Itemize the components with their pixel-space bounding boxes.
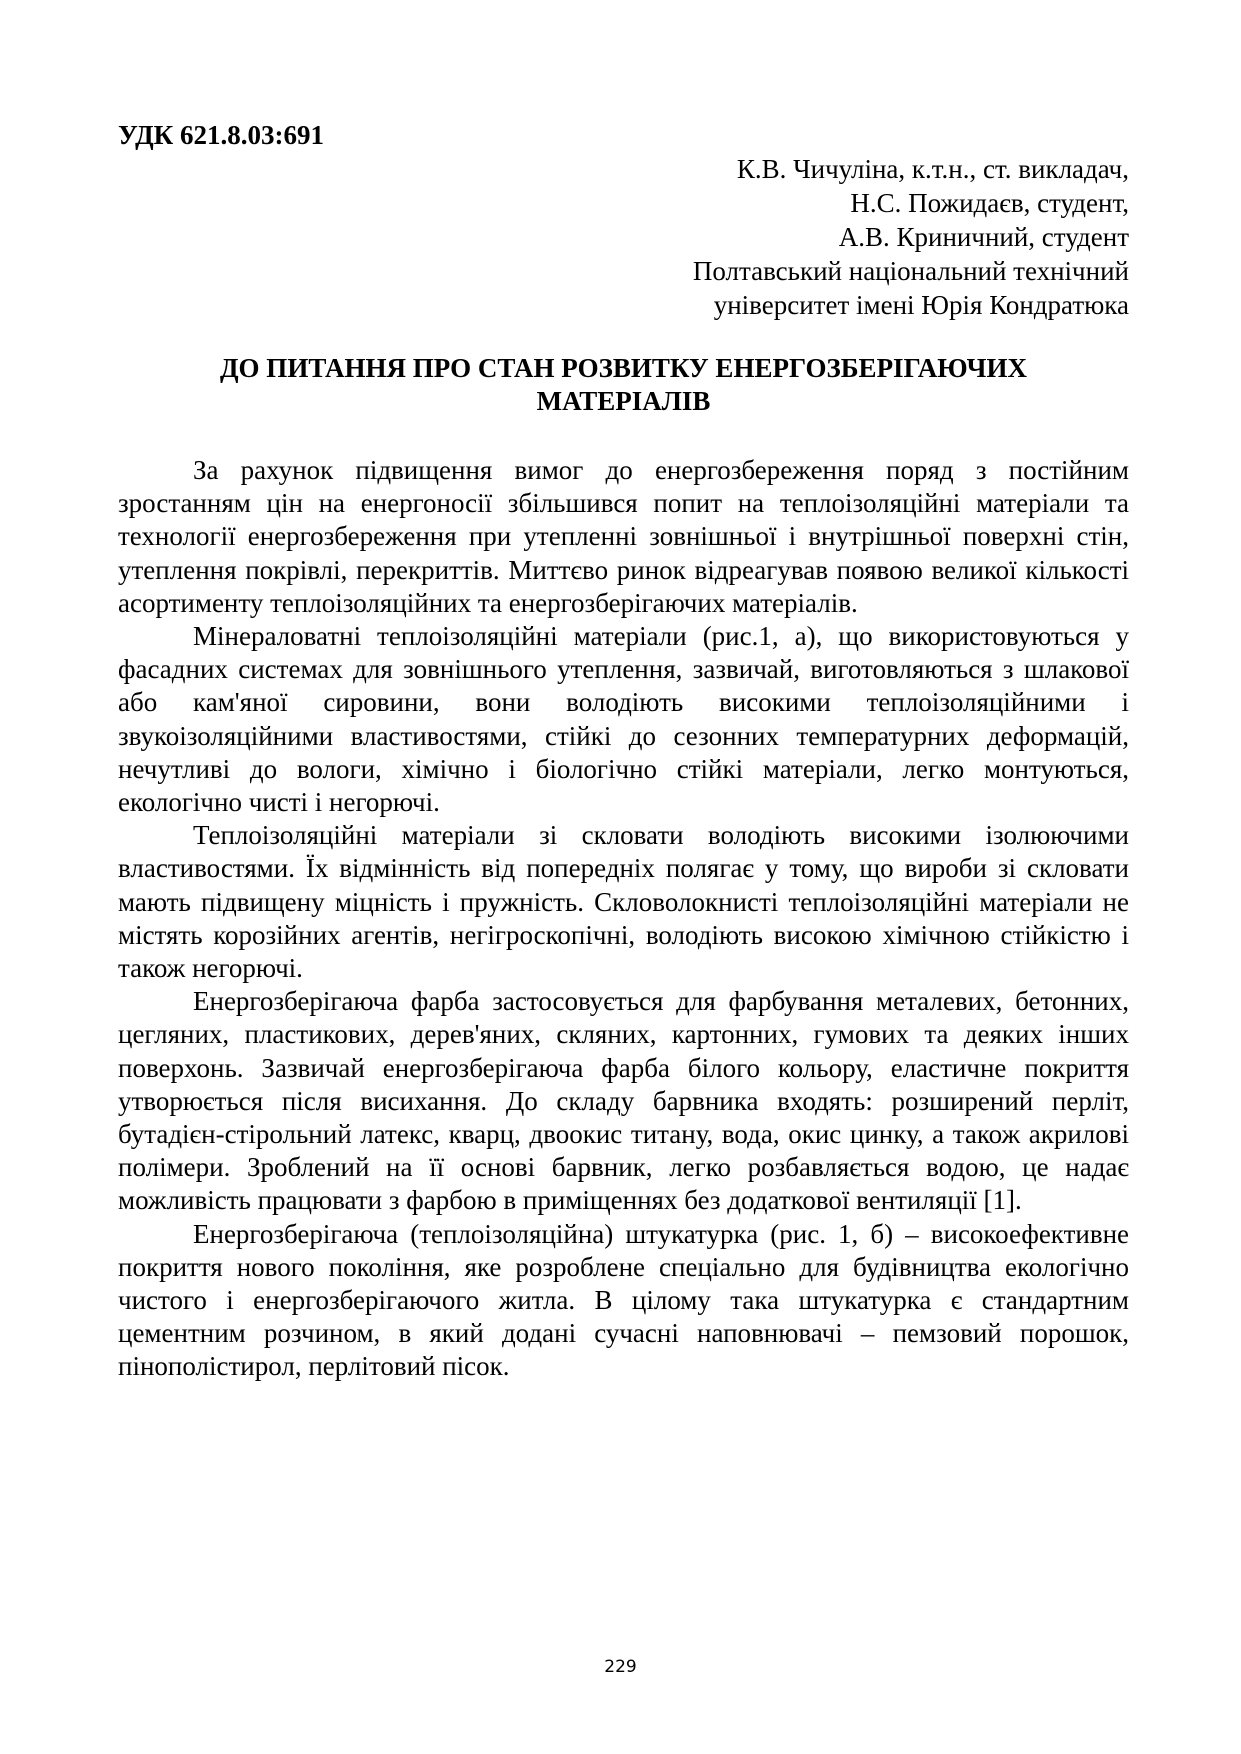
affiliation-line: Полтавський національний технічний [692,256,1129,286]
affiliation-line: університет імені Юрія Кондратюка [713,290,1129,320]
author-line: К.В. Чичуліна, к.т.н., ст. викладач, [736,154,1129,184]
author-line: Н.С. Пожидаєв, студент, [850,188,1129,218]
author-block [693,152,1129,322]
author-line: А.В. Криничний, студент [838,222,1129,252]
paragraph: За рахунок підвищення вимог до енергозбереження поряд з постійним зростанням цін на енергоносії збільшився попит на теплоізоляційні матеріали та технології енергозбереження при утепленні зовнішньої і внутрішньої поверхні стін, утеплення покрівлі, перекриттів. Миттєво ринок відреагував появою великої кількості асортименту теплоізоляційних та енергозберігаючих матеріалів. [118,455,1129,618]
paragraph: Теплоізоляційні матеріали зі скловати володіють високими ізолюючими властивостями. Їх відмінність від попередніх полягає у тому, що вироби зі скловати мають підвищену міцність і пружність. Скловолокнисті теплоізоляційні матеріали не містять корозійних агентів, негігроскопічні, володіють високою хімічною стійкістю і також негорючі. [118,820,1129,984]
paragraph: Енергозберігаюча (теплоізоляційна) штукатурка (рис. 1, б) – високоефективне покриття нового покоління, яке розроблене спеціально для будівництва екологічно чистого і енергозберігаючого житла. В цілому така штукатурка є стандартним цементним розчином, в який додані сучасні наповнювачі – пемзовий порошок, пінополістирол, перлітовий пісок. [118,1218,1129,1382]
udk-code: УДК 621.8.03:691 [118,120,324,150]
article-title [118,352,1129,418]
paragraph: Мінераловатні теплоізоляційні матеріали (рис.1, а), що використовуються у фасадних системах для зовнішнього утеплення, зазвичай, виготовляються з шлакової або кам'яної сировини, вони володіють високими теплоізоляційними і звукоізоляційними властивостями, стійкі до сезонних температурних деформацій, нечутливі до вологи, хімічно і біологічно стійкі матеріали, легко монтуються, екологічно чисті і негорючі. [118,621,1129,818]
title-line: ДО ПИТАННЯ ПРО СТАН РОЗВИТКУ ЕНЕРГОЗБЕРІГАЮЧИХ [219,353,1027,383]
page-number: 229 [604,1657,637,1677]
paragraph: Енергозберігаюча фарба застосовується для фарбування металевих, бетонних, цегляних, пластикових, дерев'яних, скляних, картонних, гумових та деяких інших поверхонь. Зазвичай енергозберігаюча фарба білого кольору, еластичне покриття утворюється після висихання. До складу барвника входять: розширений перліт, бутадієн-стірольний латекс, кварц, двоокис титану, вода, окис цинку, а також акрилові полімери. Зроблений на її основі барвник, легко розбавляється водою, це надає можливість працювати з фарбою в приміщеннях без додаткової вентиляції [1]. [118,986,1129,1216]
title-line: МАТЕРІАЛІВ [536,386,711,416]
article-body [118,454,1129,1384]
